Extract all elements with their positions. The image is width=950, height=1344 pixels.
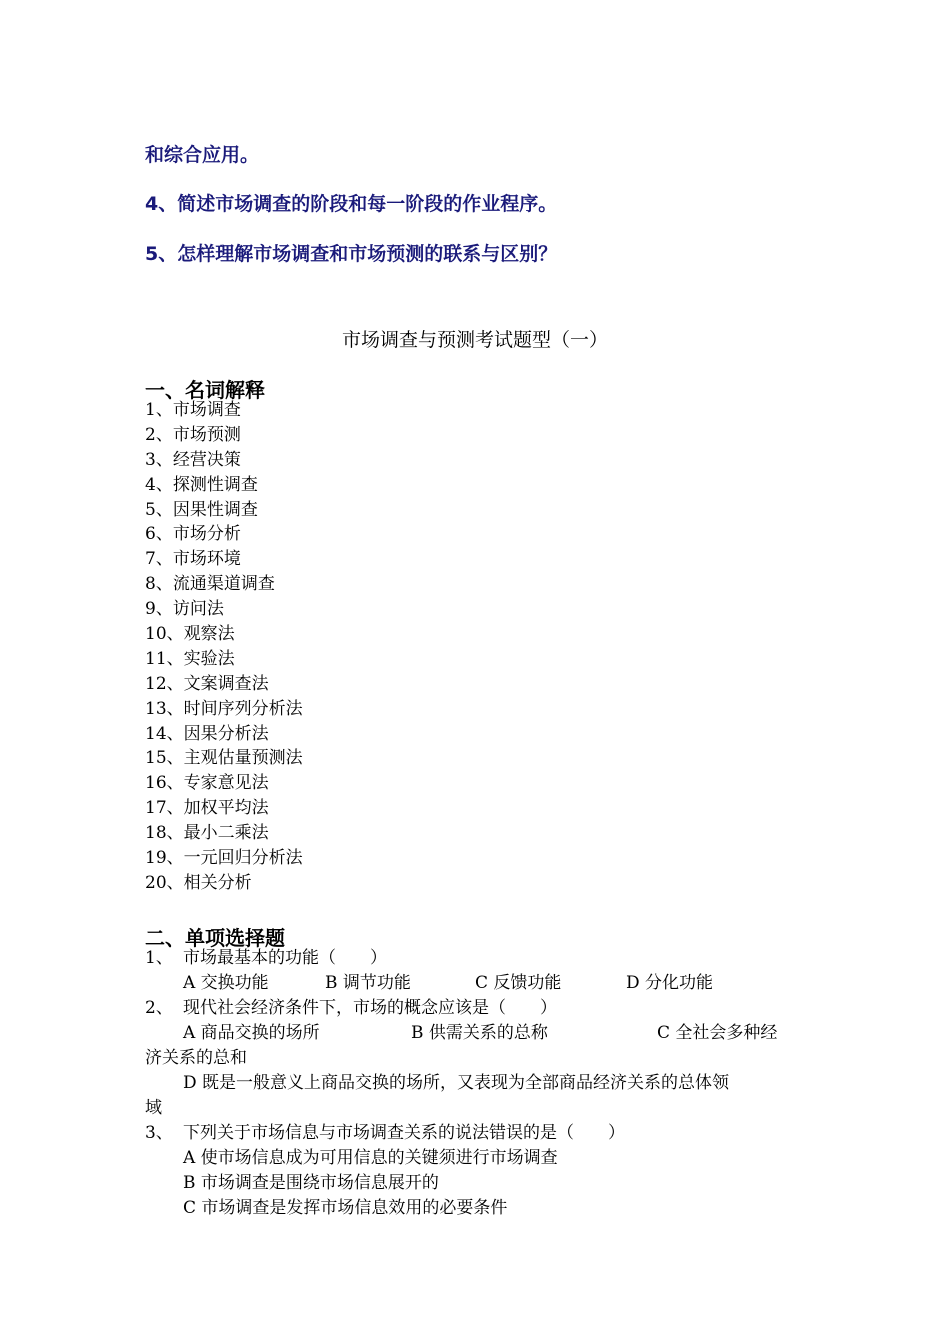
list-item: 12、文案调查法: [145, 673, 269, 694]
question-3: [145, 1121, 845, 1146]
list-item: 5、因果性调查: [145, 499, 258, 520]
option-b: B 调节功能: [325, 973, 411, 993]
question-number: 1、: [145, 948, 173, 968]
list-item: 3、经营决策: [145, 449, 241, 470]
page-title: 市场调查与预测考试题型（一）: [341, 329, 608, 351]
section-heading-terms: 一、名词解释: [145, 378, 265, 402]
list-item: 1、市场调查: [145, 400, 241, 420]
list-item: 20、相关分析: [145, 872, 252, 893]
question-4: 4、简述市场调查的阶段和每一阶段的作业程序。: [145, 193, 558, 215]
option-c: C 市场调查是发挥市场信息效用的必要条件: [183, 1198, 508, 1218]
list-item: 11、实验法: [145, 648, 235, 669]
question-number: 2、: [145, 998, 173, 1018]
option-a: A 使市场信息成为可用信息的关键须进行市场调查: [183, 1148, 558, 1168]
list-item: 13、时间序列分析法: [145, 698, 303, 719]
question-text: 现代社会经济条件下，市场的概念应该是（ ）: [183, 998, 557, 1018]
list-item: 16、专家意见法: [145, 773, 269, 794]
list-item: 18、最小二乘法: [145, 823, 269, 844]
list-item: 4、探测性调查: [145, 474, 258, 495]
list-item: 9、访问法: [145, 599, 224, 620]
option-c: C 反馈功能: [475, 973, 562, 993]
option-d: D 既是一般意义上商品交换的场所，又表现为全部商品经济关系的总体领: [183, 1073, 730, 1093]
list-item: 10、观察法: [145, 624, 235, 645]
option-c: C 全社会多种经: [657, 1023, 778, 1043]
option-d: D 分化功能: [626, 973, 714, 993]
list-item: 19、一元回归分析法: [145, 848, 303, 869]
option-d-continued: 域: [145, 1098, 162, 1118]
list-item: 7、市场环境: [145, 549, 241, 570]
option-c-continued: 济关系的总和: [145, 1048, 247, 1068]
question-2: [145, 996, 845, 1021]
option-b: B 市场调查是围绕市场信息展开的: [183, 1173, 439, 1193]
question-5: 5、怎样理解市场调查和市场预测的联系与区别？: [145, 243, 558, 265]
option-a: A 交换功能: [183, 973, 269, 993]
list-item: 2、市场预测: [145, 424, 241, 445]
list-item: 17、加权平均法: [145, 798, 269, 819]
list-item: 6、市场分析: [145, 524, 241, 545]
question-number: 3、: [145, 1123, 173, 1143]
question-text: 下列关于市场信息与市场调查关系的说法错误的是（ ）: [183, 1123, 625, 1143]
section-heading-choice: 二、单项选择题: [145, 926, 285, 950]
continued-text: 和综合应用。: [145, 144, 260, 166]
terms-list: [145, 398, 303, 896]
list-item: 15、主观估量预测法: [145, 748, 303, 769]
option-b: B 供需关系的总称: [411, 1023, 548, 1043]
list-item: 14、因果分析法: [145, 723, 269, 744]
question-1: [145, 946, 845, 971]
option-a: A 商品交换的场所: [183, 1023, 320, 1043]
question-text: 市场最基本的功能（ ）: [183, 948, 387, 968]
list-item: 8、流通渠道调查: [145, 574, 275, 595]
